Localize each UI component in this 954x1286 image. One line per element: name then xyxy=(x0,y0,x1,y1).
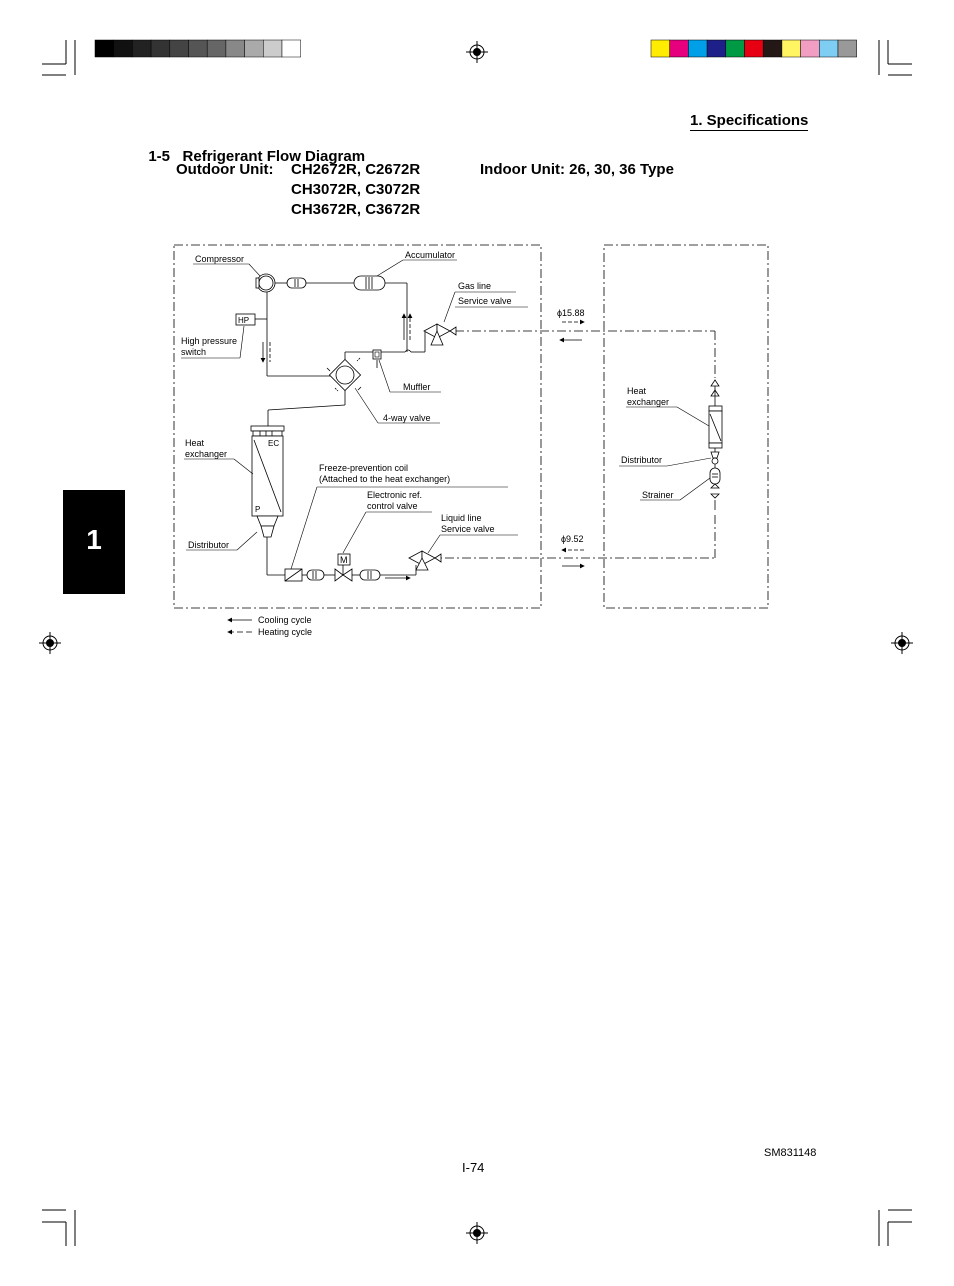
indoor-distributor-symbol xyxy=(711,452,719,464)
label-muffler: Muffler xyxy=(403,382,431,392)
outdoor-model-3: CH3672R, C3672R xyxy=(291,201,421,218)
label-liquid-line-2: Service valve xyxy=(441,524,495,534)
outdoor-model-2: CH3072R, C3072R xyxy=(291,181,421,198)
label-freeze-coil-2: (Attached to the heat exchanger) xyxy=(319,474,451,484)
indoor-unit-boundary xyxy=(604,245,768,608)
outdoor-model-1: CH2672R, C2672R xyxy=(291,161,421,178)
label-hp-switch-2: switch xyxy=(181,347,207,357)
indoor-strainer-symbol xyxy=(710,468,720,498)
label-hp-tag: HP xyxy=(238,316,250,325)
label-compressor: Compressor xyxy=(195,254,245,264)
label-pipe-gas: ϕ15.88 xyxy=(557,308,585,318)
label-accumulator: Accumulator xyxy=(405,250,456,260)
label-heat-exchanger-1: Heat xyxy=(185,438,205,448)
label-eev-2: control valve xyxy=(367,501,418,511)
label-hp-switch-1: High pressure xyxy=(181,336,238,346)
label-m-tag: M xyxy=(340,555,348,565)
label-strainer: Strainer xyxy=(642,490,674,500)
chapter-side-tab-number: 1 xyxy=(86,524,102,555)
gas-service-valve-symbol xyxy=(424,324,456,345)
label-freeze-coil-1: Freeze-prevention coil xyxy=(319,463,409,473)
label-indoor-hx-1: Heat xyxy=(627,386,647,396)
label-distributor: Distributor xyxy=(188,540,230,550)
label-indoor-hx-2: exchanger xyxy=(627,397,670,407)
label-gas-service-valve: Service valve xyxy=(458,296,512,306)
label-four-way-valve: 4-way valve xyxy=(383,413,431,423)
indoor-unit-label: Indoor Unit: 26, 30, 36 Type xyxy=(480,161,674,178)
legend-cooling: Cooling cycle xyxy=(258,615,312,625)
flow-legend xyxy=(228,620,252,632)
indoor-heat-exchanger-symbol xyxy=(709,406,722,448)
liquid-strainer-1-symbol xyxy=(307,570,324,580)
label-gas-line: Gas line xyxy=(458,281,492,291)
label-pipe-liquid: ϕ9.52 xyxy=(561,534,584,544)
label-liquid-line-1: Liquid line xyxy=(441,513,482,523)
label-p-tag: P xyxy=(255,505,261,514)
label-indoor-distributor: Distributor xyxy=(621,455,663,465)
page-number: I-74 xyxy=(462,1160,485,1175)
label-heat-exchanger-2: exchanger xyxy=(185,449,228,459)
label-eev-1: Electronic ref. xyxy=(367,490,423,500)
legend-heating: Heating cycle xyxy=(258,627,313,637)
chapter-heading: 1. Specifications xyxy=(690,112,809,129)
label-ec-tag: EC xyxy=(268,439,280,448)
liquid-service-valve-symbol xyxy=(409,551,441,570)
compressor-symbol xyxy=(256,274,275,292)
four-way-valve-symbol xyxy=(329,359,360,390)
liquid-strainer-2-symbol xyxy=(360,570,380,580)
document-code: SM831148 xyxy=(764,1147,817,1159)
section-title: 1-5 Refrigerant Flow Diagram xyxy=(148,148,366,165)
outdoor-unit-label: Outdoor Unit: xyxy=(176,161,274,178)
muffler-symbol xyxy=(373,350,381,359)
